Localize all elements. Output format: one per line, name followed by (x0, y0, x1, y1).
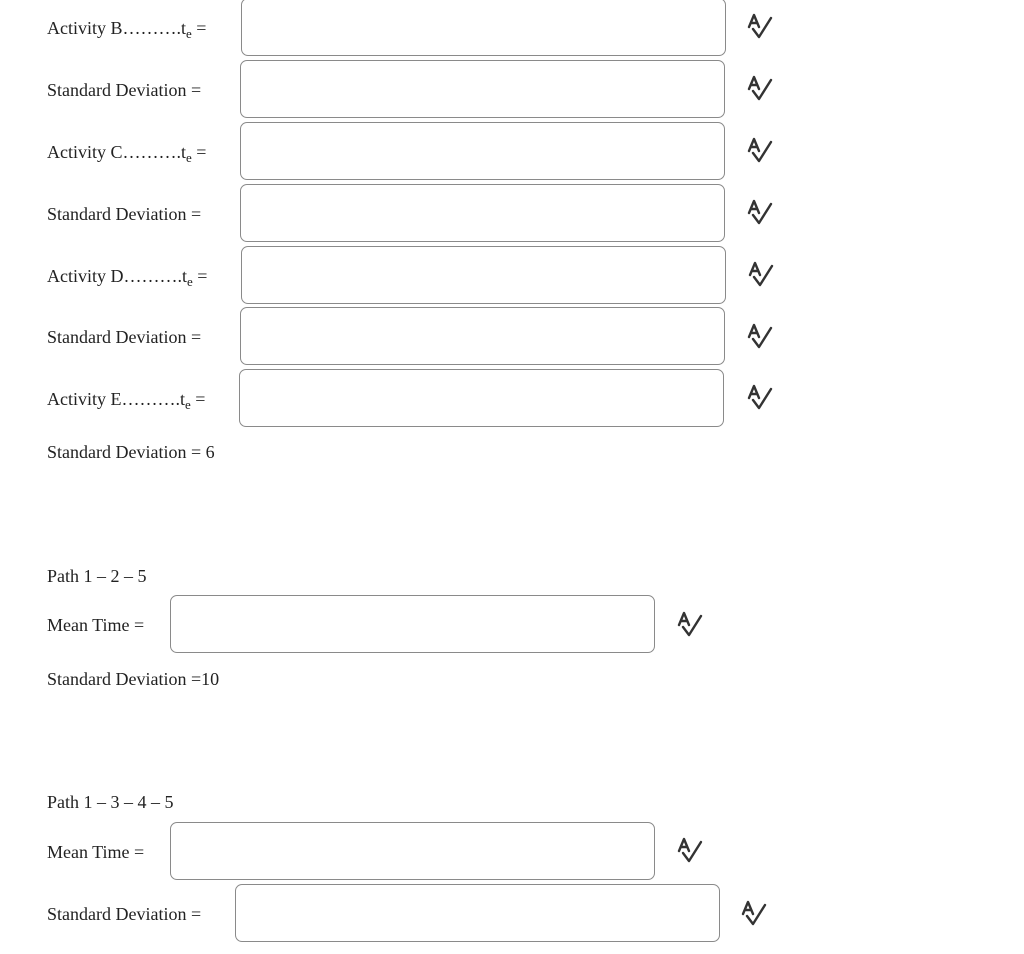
activity-b-te-input[interactable] (241, 0, 726, 56)
activity-c-te-input[interactable] (240, 122, 725, 180)
activity-b-sd-row (0, 59, 1024, 121)
path2-mean-input[interactable] (170, 822, 655, 880)
activity-e-te-label: Activity $E\dots\dots\dots.t_e$ = (47, 389, 206, 412)
path2-sd-input[interactable] (235, 884, 720, 942)
path1-mean-row (0, 594, 1024, 656)
activity-b-sd-label: Standard Deviation = (47, 80, 202, 100)
spellcheck-icon[interactable] (746, 323, 774, 351)
activity-d-sd-input[interactable] (240, 307, 725, 365)
path1-sd-text: Standard Deviation =10 (47, 669, 220, 689)
spellcheck-icon[interactable] (740, 900, 768, 928)
activity-c-te-row (0, 121, 1024, 183)
spellcheck-icon[interactable] (746, 384, 774, 412)
activity-c-sd-label: Standard Deviation = (47, 204, 202, 224)
path2-mean-row (0, 821, 1024, 883)
path2-sd-row (0, 883, 1024, 945)
activity-d-sd-row (0, 306, 1024, 368)
spellcheck-icon[interactable] (676, 611, 704, 639)
activity-e-sd-text: Standard Deviation = 6 (47, 442, 215, 462)
spellcheck-icon[interactable] (746, 199, 774, 227)
path2-sd-label: Standard Deviation = (47, 904, 202, 924)
path1-title: Path 1 – 2 – 5 (47, 566, 147, 586)
spellcheck-icon[interactable] (746, 137, 774, 165)
spellcheck-icon[interactable] (747, 261, 775, 289)
activity-e-te-row (0, 368, 1024, 430)
activity-c-te-label: Activity $C\dots\dots\dots.t_e$ = (47, 142, 207, 165)
activity-b-sd-input[interactable] (240, 60, 725, 118)
activity-b-te-label: Activity $B\dots\dots\dots.t_e$ = (47, 18, 207, 41)
activity-d-te-label: Activity $D\dots\dots\dots.t_e$ = (47, 266, 208, 289)
activity-d-sd-label: Standard Deviation = (47, 327, 202, 347)
path2-mean-label: Mean Time = (47, 842, 145, 862)
activity-b-te-row (0, 0, 1024, 59)
path1-mean-label: Mean Time = (47, 615, 145, 635)
spellcheck-icon[interactable] (676, 837, 704, 865)
activity-c-sd-input[interactable] (240, 184, 725, 242)
activity-c-sd-row (0, 183, 1024, 245)
activity-d-te-row (0, 245, 1024, 307)
spellcheck-icon[interactable] (746, 13, 774, 41)
path2-title: Path 1 – 3 – 4 – 5 (47, 792, 174, 812)
spellcheck-icon[interactable] (746, 75, 774, 103)
activity-d-te-input[interactable] (241, 246, 726, 304)
path1-mean-input[interactable] (170, 595, 655, 653)
activity-e-te-input[interactable] (239, 369, 724, 427)
